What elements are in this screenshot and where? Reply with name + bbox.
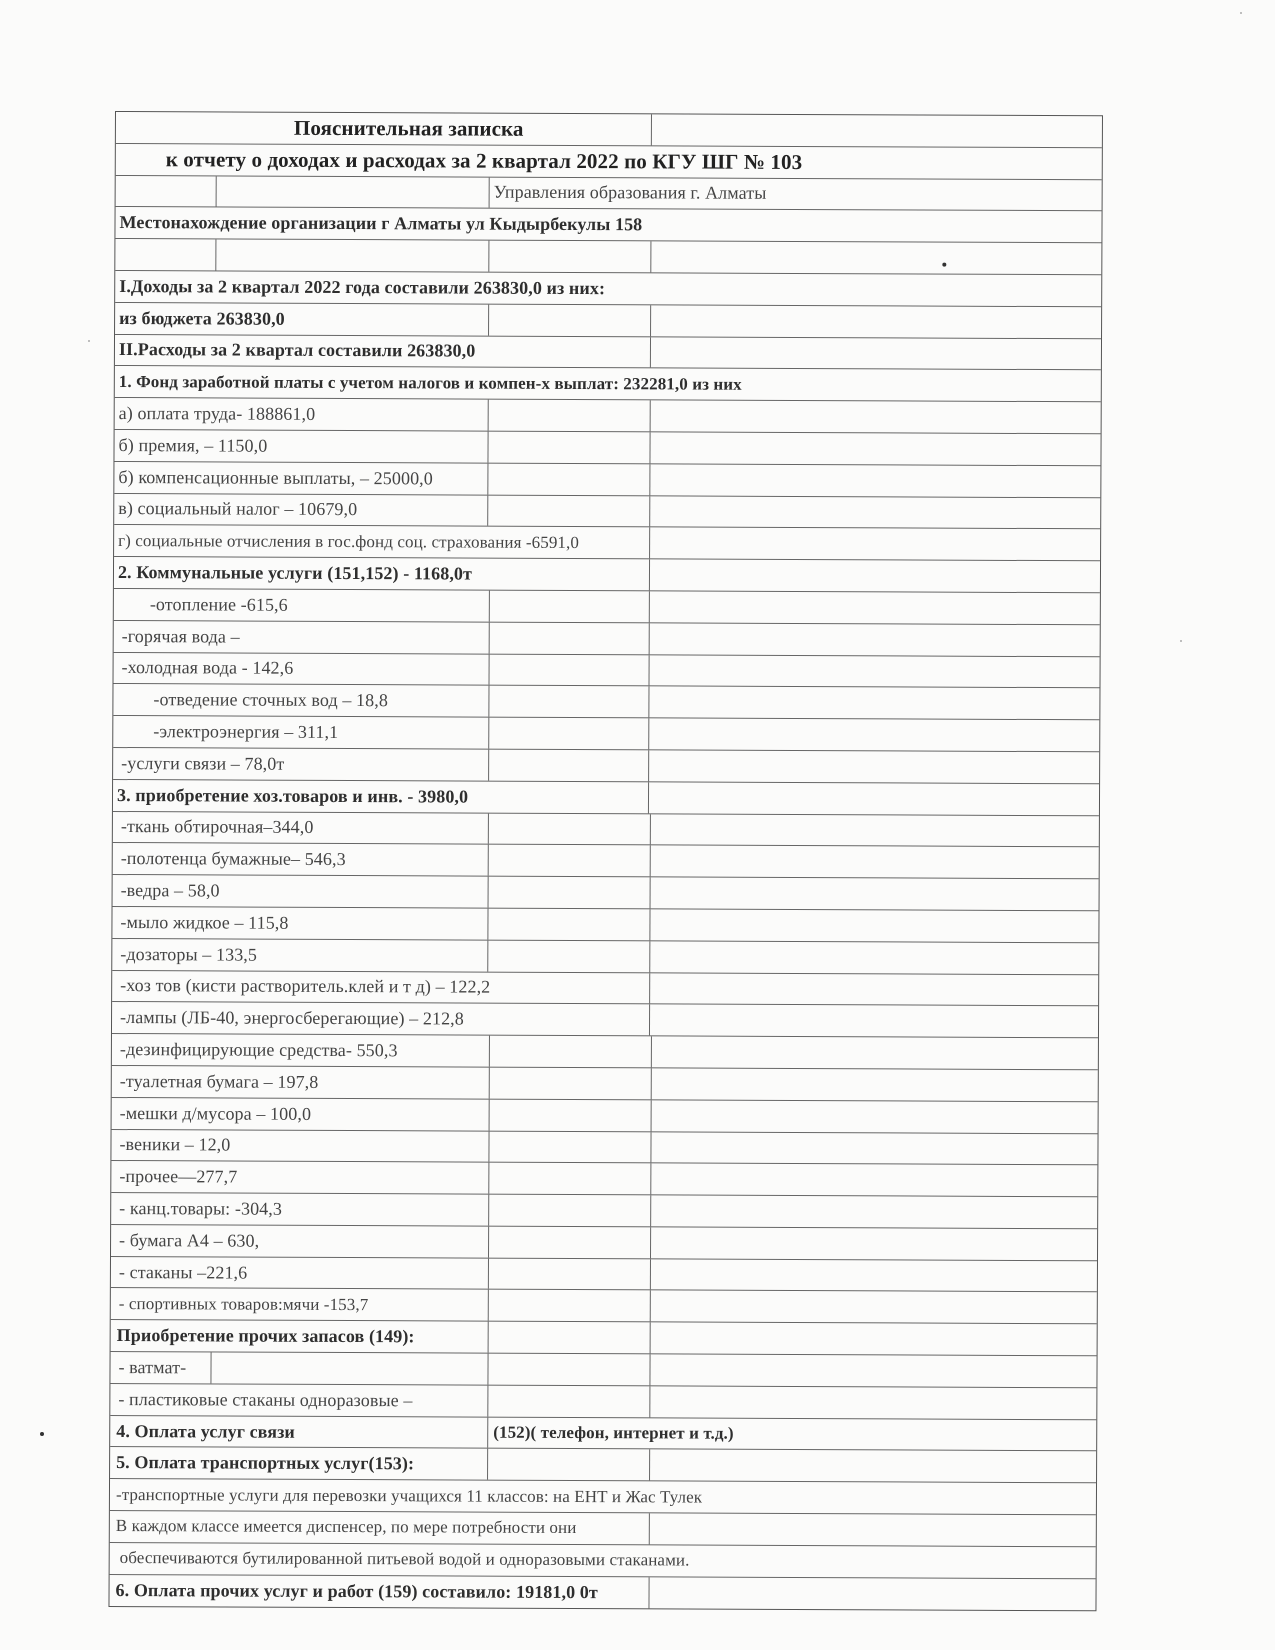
scan-speck (40, 1432, 44, 1436)
utilities-item: -отведение сточных вод – 18,8 (113, 684, 1099, 720)
title-row (116, 112, 1102, 148)
organization-location: Местонахождение организации г Алматы ул Кыдырбекулы 158 (119, 212, 643, 235)
transport-line: В каждом классе имеется диспенсер, по мере потребности они (110, 1511, 1096, 1547)
goods-item: -дозаторы – 133,5 (112, 939, 1098, 975)
goods-item: -мешки д/мусора – 100,0 (112, 1098, 1098, 1134)
goods-item: -мыло жидкое – 115,8 (112, 907, 1098, 943)
goods-item: -веники – 12,0 (111, 1129, 1097, 1165)
goods-item: -полотенца бумажные– 546,3 (113, 843, 1099, 879)
other-supplies-heading: Приобретение прочих запасов (149): (116, 1325, 415, 1347)
goods-item: -лампы (ЛБ-40, энергосберегающие) – 212,8 (112, 1002, 1098, 1038)
income-budget: из бюджета 263830,0 (119, 307, 285, 329)
income-heading: I.Доходы за 2 квартал 2022 года составили 263830,0 из них: (119, 275, 606, 299)
goods-item: - спортивных товаров:мячи -153,7 (111, 1288, 1097, 1324)
transport-heading-row (110, 1447, 1096, 1483)
other-supplies-heading-row (111, 1320, 1097, 1356)
income-budget-row (115, 303, 1101, 339)
goods-item: -ведра – 58,0 (113, 875, 1099, 911)
blank-row (115, 239, 1101, 275)
scan-speck (88, 340, 90, 342)
goods-heading-row (113, 780, 1099, 816)
explanatory-note-table (108, 111, 1103, 1612)
subtitle-row (116, 144, 1102, 180)
payroll-item: в) социальный налог – 10679,0 (114, 494, 1100, 530)
department-row (116, 176, 1102, 212)
other-supplies-item: - ватмат- (110, 1352, 1096, 1388)
other-supplies-item: - пластиковые стаканы одноразовые – (110, 1384, 1096, 1420)
payroll-heading: 1. Фонд заработной платы с учетом налогов и компен-х выплат: 232281,0 из них (118, 371, 742, 394)
payroll-item: г) социальные отчисления в гос.фонд соц. страхования -6591,0 (114, 525, 1100, 561)
goods-item: - канц.товары: -304,3 (111, 1193, 1097, 1229)
scan-speck (1180, 640, 1182, 642)
utilities-item: -холодная вода - 142,6 (113, 653, 1099, 689)
transport-line: обеспечиваются бутилированной питьевой водой и одноразовыми стаканами. (110, 1543, 1096, 1579)
scan-speck (1240, 12, 1242, 14)
utilities-heading-row (114, 557, 1100, 593)
department-name: Управления образования г. Алматы (493, 182, 767, 204)
payroll-heading-row (115, 366, 1101, 402)
other-services-row (109, 1575, 1095, 1611)
transport-line: -транспортные услуги для перевозки учащихся 11 классов: на ЕНТ и Жас Тулек (110, 1479, 1096, 1515)
income-heading-row (115, 271, 1101, 307)
goods-item: -хоз тов (кисти растворитель.клей и т д) – 122,2 (112, 971, 1098, 1007)
payroll-item: б) премия, – 1150,0 (114, 430, 1100, 466)
location-row (115, 207, 1101, 243)
goods-item: - стаканы –221,6 (111, 1257, 1097, 1293)
utilities-item: -электроэнергия – 311,1 (113, 716, 1099, 752)
goods-item: -туалетная бумага – 197,8 (112, 1066, 1098, 1102)
communications-note: (152)( телефон, интернет и т.д.) (493, 1422, 734, 1443)
goods-item: - бумага А4 – 630, (111, 1225, 1097, 1261)
communications-row (110, 1416, 1096, 1452)
payroll-item: б) компенсационные выплаты, – 25000,0 (114, 462, 1100, 498)
other-services: 6. Оплата прочих услуг и работ (159) составило: 19181,0 0т (115, 1580, 598, 1603)
utilities-item: -отопление -615,6 (114, 589, 1100, 625)
goods-item: -дезинфицирующие средства- 550,3 (112, 1034, 1098, 1070)
expenses-heading-row (115, 335, 1101, 371)
utilities-item: -горячая вода – (114, 621, 1100, 657)
expenses-heading: II.Расходы за 2 квартал составили 263830,0 (118, 339, 476, 362)
goods-item: -прочее—277,7 (111, 1161, 1097, 1197)
goods-item: -ткань обтирочная–344,0 (113, 812, 1099, 848)
document-title: Пояснительная записка (293, 115, 524, 141)
communications-heading: 4. Оплата услуг связи (116, 1420, 295, 1442)
utilities-heading: 2. Коммунальные услуги (151,152) - 1168,0т (117, 562, 473, 584)
document-subtitle: к отчету о доходах и расходах за 2 квартал 2022 по КГУ ШГ № 103 (165, 146, 803, 174)
payroll-item: а) оплата труда- 188861,0 (115, 398, 1101, 434)
utilities-item: -услуги связи – 78,0т (113, 748, 1099, 784)
transport-heading: 5. Оплата транспортных услуг(153): (116, 1452, 415, 1474)
goods-heading: 3. приобретение хоз.товаров и инв. - 3980,0 (116, 784, 469, 807)
